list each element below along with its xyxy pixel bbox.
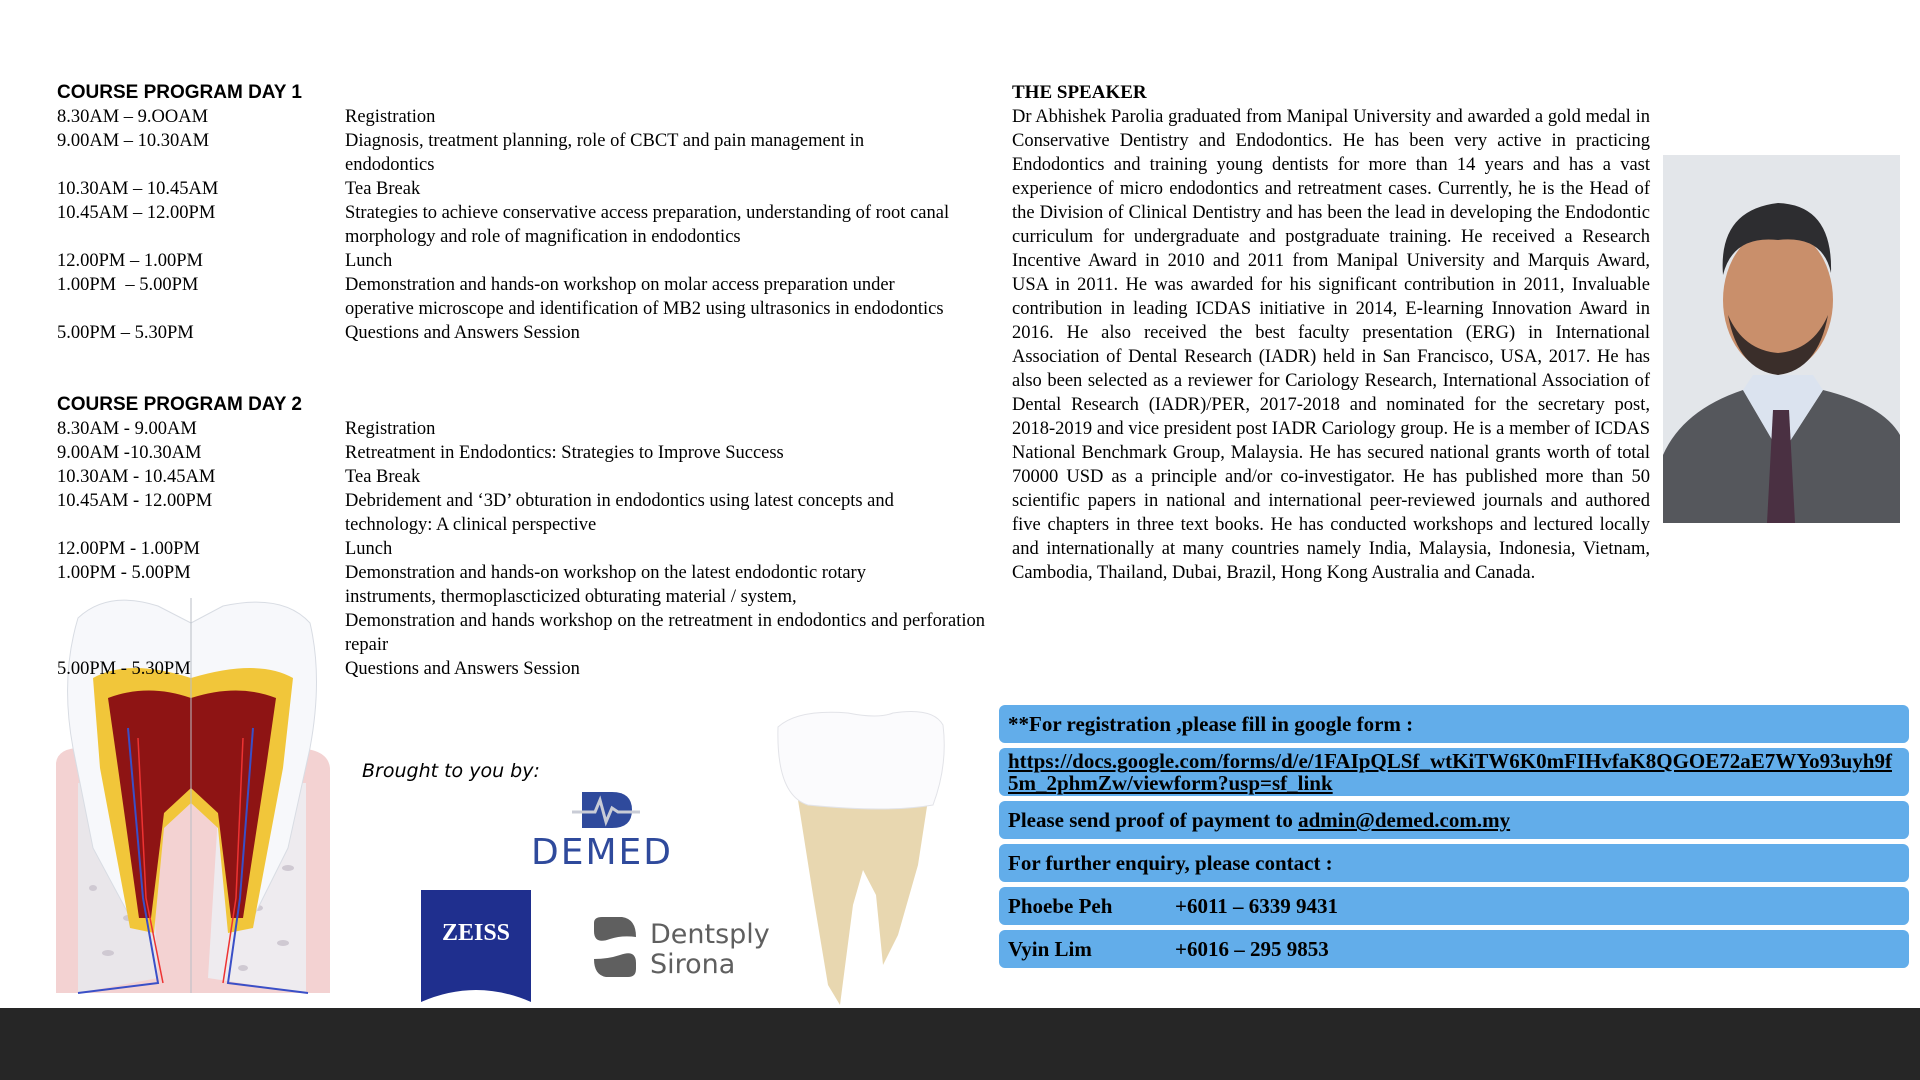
time: 12.00PM – 1.00PM (57, 251, 203, 271)
schedule-row (57, 129, 997, 177)
session: Registration (345, 107, 436, 127)
schedule-row (57, 561, 997, 657)
time: 8.30AM – 9.OOAM (57, 107, 209, 127)
schedule-row (57, 441, 997, 465)
zeiss-wordmark: ZEISS (441, 920, 511, 946)
contact-phone: +6016 – 295 9853 (1175, 937, 1329, 961)
session: Lunch (345, 251, 393, 271)
contact-row (999, 930, 1909, 968)
day1-heading: COURSE PROGRAM DAY 1 (57, 82, 302, 103)
session (345, 561, 985, 657)
molar-tooth-image (768, 705, 954, 1010)
schedule-row (57, 105, 997, 129)
session: Debridement and ‘3D’ obturation in endodontics using latest concepts and technology: A clinical perspective (345, 491, 894, 535)
time: 9.00AM -10.30AM (57, 443, 202, 463)
session: Diagnosis, treatment planning, role of CBCT and pain management in endodontics (345, 131, 865, 175)
session: Tea Break (345, 467, 421, 487)
time: 12.00PM - 1.00PM (57, 539, 200, 559)
demed-wordmark: DEMED (531, 832, 673, 868)
schedule-row (57, 417, 997, 441)
schedule-row (57, 537, 997, 561)
session: Registration (345, 419, 436, 439)
demed-logo (500, 790, 705, 868)
time: 10.45AM – 12.00PM (57, 203, 216, 223)
time: 9.00AM – 10.30AM (57, 131, 210, 151)
time: 1.00PM – 5.00PM (57, 275, 199, 295)
zeiss-logo (421, 890, 531, 1002)
payment-box: Please send proof of payment to admin@demed.com.my (999, 801, 1909, 839)
schedule-row (57, 273, 997, 321)
schedule-row (57, 201, 997, 249)
schedule-row (57, 489, 997, 537)
payment-email-link[interactable]: admin@demed.com.my (1298, 808, 1511, 832)
schedule-row (57, 321, 997, 345)
session-part: Demonstration and hands workshop on the retreatment in endodontics and perforation repair (345, 611, 985, 655)
session: Tea Break (345, 179, 421, 199)
contact-name: Phoebe Peh (1008, 894, 1113, 918)
contact-phone: +6011 – 6339 9431 (1175, 894, 1339, 918)
schedule-row (57, 465, 997, 489)
time: 1.00PM - 5.00PM (57, 563, 191, 583)
contact-row (999, 887, 1909, 925)
enquiry-box: For further enquiry, please contact : (999, 844, 1909, 882)
contact-name: Vyin Lim (1008, 937, 1092, 961)
dentsply-text: Dentsply (650, 919, 770, 950)
registration-intro: **For registration ,please fill in google form : (999, 705, 1909, 743)
schedule-row (57, 657, 997, 681)
google-form-link[interactable]: https://docs.google.com/forms/d/e/1FAIpQLSf_wtKiTW6K0mFIHvfaK8QGOE72aE7WYo93uyh9f5m_2phmZw/viewform?usp=sf_link (1008, 749, 1892, 795)
time: 5.00PM - 5.30PM (57, 659, 191, 679)
registration-panel (999, 705, 1909, 973)
speaker-heading: THE SPEAKER (1012, 82, 1147, 103)
speaker-photo (1663, 155, 1900, 523)
speaker-section (1012, 81, 1650, 585)
session: Retreatment in Endodontics: Strategies to Improve Success (345, 443, 784, 463)
session: Questions and Answers Session (345, 659, 580, 679)
form-link-box (999, 748, 1909, 796)
time: 10.30AM – 10.45AM (57, 179, 219, 199)
bottom-bar (0, 1008, 1920, 1080)
session: Questions and Answers Session (345, 323, 580, 343)
time: 10.30AM - 10.45AM (57, 467, 216, 487)
sirona-text: Sirona (650, 949, 736, 979)
time: 8.30AM - 9.00AM (57, 419, 197, 439)
schedule-row (57, 177, 997, 201)
day2-heading: COURSE PROGRAM DAY 2 (57, 394, 302, 415)
brought-to-you-by-label: Brought to you by: (362, 760, 540, 782)
session: Lunch (345, 539, 393, 559)
speaker-bio: Dr Abhishek Parolia graduated from Manipal University and awarded a gold medal in Conservative Dentistry and Endodontics. He has been very active in practicing Endodontics and training young dentists for more than 14 years and has a vast experience of micro endodontics and retreatment cases. Currently, he is the Head of the Division of Clinical Dentistry and has been the lead in developing the Endodontic curriculum for undergraduate and postgraduate training. He received a Research Incentive Award in 2010 and 2011 from Manipal University and Marquis Award, USA in 2011. He was awarded for his significant contribution in 2011, Invaluable contribution in leading ICDAS initiative in 2014, E-learning Innovation Award in 2016. He also received the best faculty presentation (ERG) in International Association of Dental Research (IADR) held in San Francisco, USA, 2017. He has also been selected as a reviewer for Cariology Research, International Association of Dental Research (IADR)/PER, 2017-2018 and nominated for the secretary post, 2018-2019 and vice president post IADR Cariology group. He is a member of ICDAS National Benchmark Group, Malaysia. He has secured national grants worth of total 70000 USD as a principle and/or co-investigator. He has published more than 50 scientific papers in national and international peer-reviewed journals and authored five chapters in three text books. He has conducted workshops and lectured locally and internationally at many countries namely India, Malaysia, Indonesia, Vietnam, Cambodia, Thailand, Dubai, Brazil, Hong Kong Australia and Canada. (1012, 107, 1650, 583)
time: 5.00PM – 5.30PM (57, 323, 194, 343)
schedule-row (57, 249, 997, 273)
session: Strategies to achieve conservative access preparation, understanding of root canal morphology and role of magnification in endodontics (345, 203, 950, 247)
session: Demonstration and hands-on workshop on molar access preparation under operative microscope and identification of MB2 using ultrasonics in endodontics (345, 275, 944, 319)
dentsply-sirona-logo (592, 915, 792, 979)
course-program (57, 81, 997, 681)
session-part: Demonstration and hands-on workshop on the latest endodontic rotary instruments, thermoplascticized obturating material / system, (345, 563, 866, 607)
time: 10.45AM - 12.00PM (57, 491, 213, 511)
